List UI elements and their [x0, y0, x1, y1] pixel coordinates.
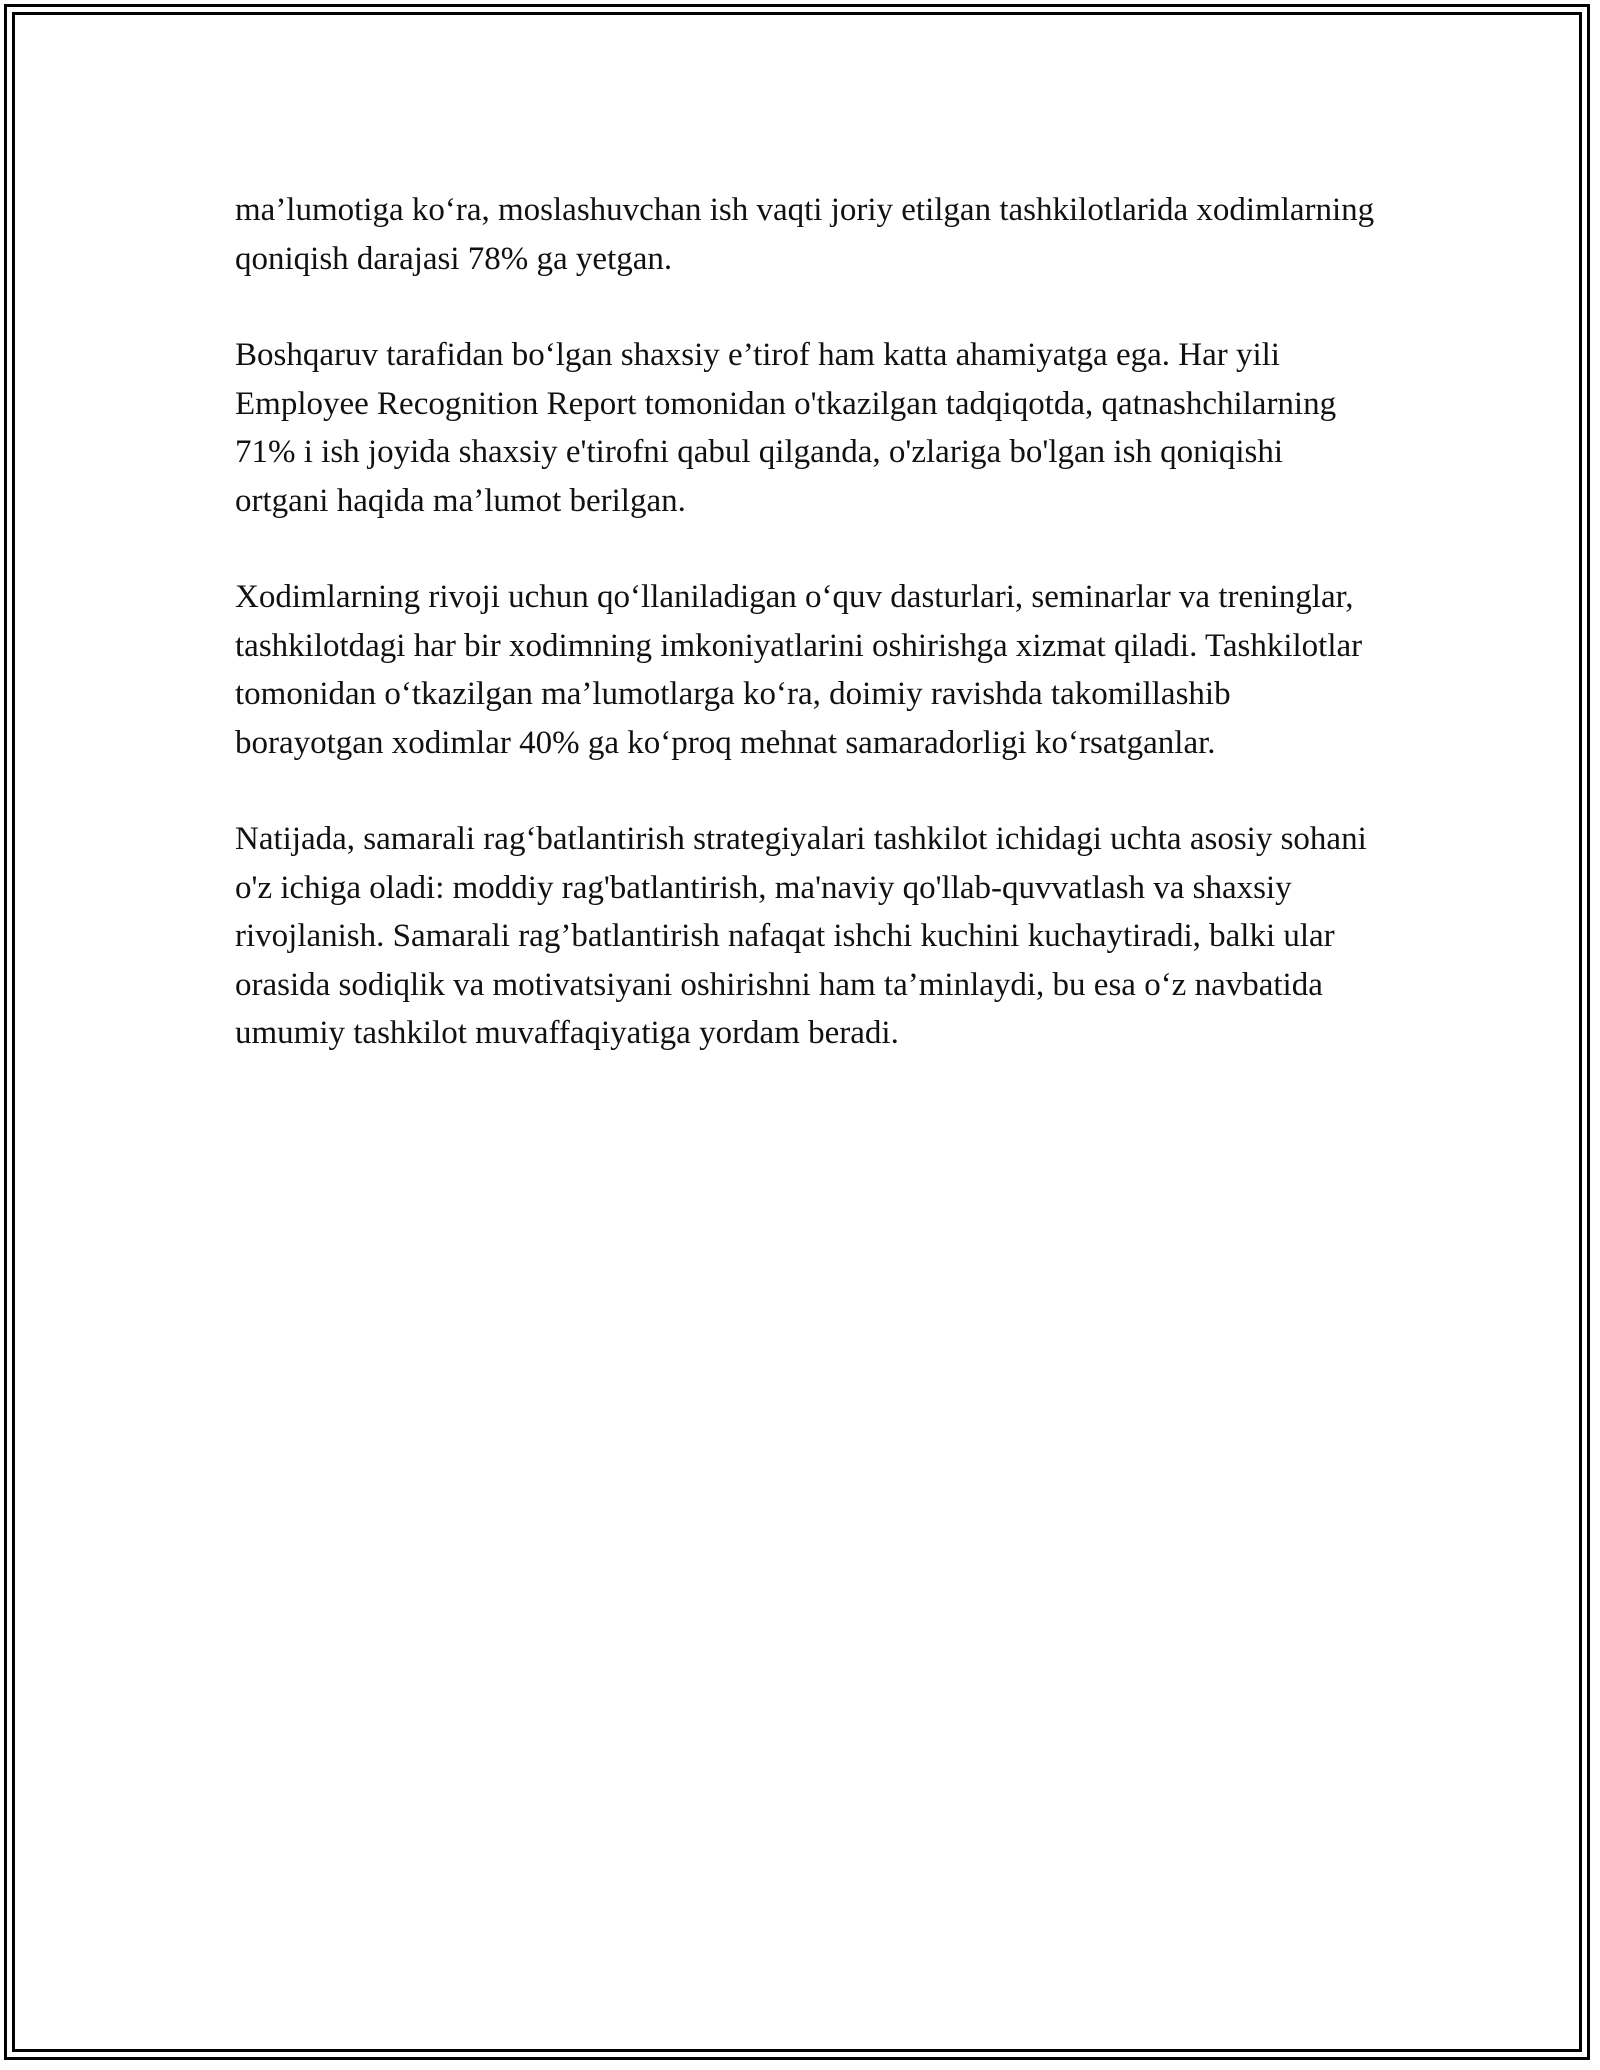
document-body [235, 186, 1375, 1106]
paragraph-recognition: Boshqaruv tarafidan bo‘lgan shaxsiy e’tirof ham katta ahamiyatga ega. Har yili Employee Recognition Report tomonidan o'tkazilgan tadqiqotda, qatnashchilarning 71% i ish joyida shaxsiy e'tirofni qabul qilganda, o'zlariga bo'lgan ish qoniqishi ortgani haqida ma’lumot berilgan. [235, 337, 1337, 519]
paragraph-conclusion: Natijada, samarali rag‘batlantirish strategiyalari tashkilot ichidagi uchta asosiy sohani o'z ichiga oladi: moddiy rag'batlantirish, ma'naviy qo'llab-quvvatlash va shaxsiy rivojlanish. Samarali rag’batlantirish nafaqat ishchi kuchini kuchaytiradi, balki ular orasida sodiqlik va motivatsiyani oshirishni ham ta’minlaydi, bu esa o‘z navbatida umumiy tashkilot muvaffaqiyatiga yordam beradi. [235, 821, 1367, 1051]
paragraph-satisfaction: ma’lumotiga ko‘ra, moslashuvchan ish vaqti joriy etilgan tashkilotlarida xodimlarning qoniqish darajasi 78% ga yetgan. [235, 192, 1375, 277]
paragraph-training: Xodimlarning rivoji uchun qo‘llaniladigan o‘quv dasturlari, seminarlar va treninglar, tashkilotdagi har bir xodimning imkoniyatlarini oshirishga xizmat qiladi. Tashkilotlar tomonidan o‘tkazilgan ma’lumotlarga ko‘ra, doimiy ravishda takomillashib borayotgan xodimlar 40% ga ko‘proq mehnat samaradorligi ko‘rsatganlar. [235, 579, 1363, 761]
